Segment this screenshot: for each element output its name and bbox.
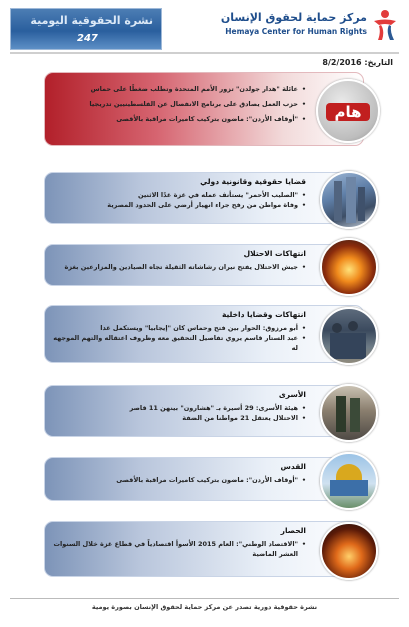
org-name-english: Hemaya Center for Human Rights <box>225 27 367 36</box>
dome-of-the-rock-photo <box>320 452 378 510</box>
org-name-arabic: مركز حماية لحقوق الإنسان <box>220 11 367 24</box>
news-item: • هيئة الأسرى: 29 أسيرة بـ "هشارون" بينهن 11 قاصر <box>52 403 306 413</box>
section-international-rights <box>44 172 364 224</box>
section-jerusalem <box>44 457 364 501</box>
news-item: • وفاة مواطن من رفح جراء انهيار أرضي على الحدود المصرية <box>52 200 306 210</box>
section-internal-violations <box>44 305 364 363</box>
section-title: الحصار <box>280 526 306 535</box>
bulletin-date: التاريخ: 8/2/2016 <box>322 58 393 67</box>
candles-photo <box>320 522 378 580</box>
section-title: الأسرى <box>278 390 306 399</box>
important-badge <box>316 79 380 143</box>
section-title: القدس <box>280 462 306 471</box>
news-item: • جيش الاحتلال يفتح نيران رشاشاته الثقيلة تجاه الصيادين والمزارعين بغزة <box>52 262 306 272</box>
news-item: • أبو مرزوق: الحوار بين فتح وحماس كان "إيجابيا" ويستكمل غدا <box>52 323 306 333</box>
section-title: انتهاكات وقضايا داخلية <box>221 310 306 319</box>
important-item: • "أوقاف الأردن": ماضون بتركيب كاميرات مراقبة بالأقصى <box>52 112 306 127</box>
news-item: • "الصليب الأحمر" يستأنف عمله في غزة غدًا الاثنين <box>52 190 306 200</box>
section-prisoners <box>44 385 364 437</box>
news-item: • "الاقتصاد الوطني": العام 2015 الأسوأ اقتصادياً في قطاع غزة خلال السنوات العشر الماضية <box>52 539 306 559</box>
section-occupation-violations <box>44 244 364 286</box>
police-photo <box>320 307 378 365</box>
important-news-card <box>44 72 364 146</box>
banner-title: نشرة الحقوقية اليومية <box>30 14 153 27</box>
news-item: • "أوقاف الأردن": ماضون بتركيب كاميرات مراقبة بالأقصى <box>52 475 306 485</box>
footer-text: نشرة حقوقية دورية تصدر عن مركز حماية لحقوق الإنسان بصورة يومية <box>91 603 318 611</box>
news-item: • الاحتلال يعتقل 21 مواطنا من الضفة <box>52 413 306 423</box>
important-item: • حزب العمل يصادق على برنامج الانفصال عن الفلسطينيين تدريجيا <box>52 97 306 112</box>
bulletin-banner <box>10 8 162 50</box>
header-divider <box>10 52 399 54</box>
important-item: • عائلة "هدار جولدن" تزور الأمم المتحدة وتطلب ضغطًا على حماس <box>52 82 306 97</box>
arrest-photo <box>320 384 378 442</box>
buildings-photo <box>320 171 378 229</box>
section-title: قضايا حقوقية وقانونية دولي <box>200 177 306 186</box>
fire-photo <box>320 238 378 296</box>
hemaya-logo-icon <box>372 9 398 41</box>
important-badge-label: هام <box>326 103 370 121</box>
important-news-list <box>52 82 306 127</box>
section-title: انتهاكات الاحتلال <box>243 249 306 258</box>
issue-number: 247 <box>77 33 98 44</box>
section-siege <box>44 521 364 577</box>
news-item: • عبد الستار قاسم يروي تفاصيل التحقيق معه وظروف اعتقاله والتهم الموجهه له <box>52 333 306 353</box>
footer-divider <box>10 598 399 599</box>
